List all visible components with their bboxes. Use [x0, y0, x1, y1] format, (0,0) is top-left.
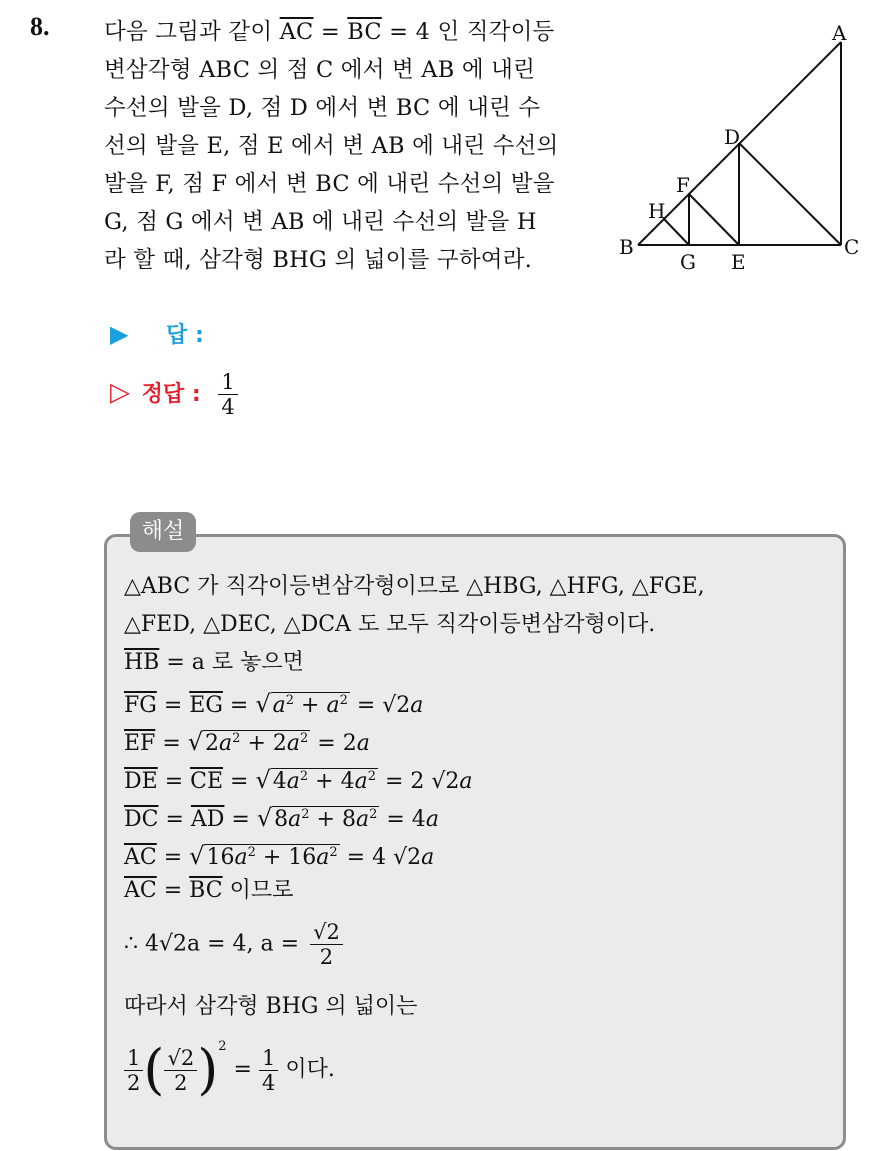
solution-tag: 해설: [130, 512, 196, 552]
question-line-5: 발을 F, 점 F 에서 변 BC 에 내린 수선의 발을: [104, 171, 555, 197]
label-a: A: [832, 22, 847, 45]
segment-bc: $\overline{BC}$: [347, 19, 382, 45]
correct-answer-fraction: $\frac{1}{4}$: [218, 370, 237, 419]
label-h: H: [648, 199, 666, 223]
solution-eq-ac-bc: $\overline{AC} = \overline{BC}$ 이므로: [124, 878, 294, 903]
solution-line-2: △FED, △DEC, △DCA 도 모두 직각이등변삼각형이다.: [124, 612, 656, 637]
solution-line-3: $\overline{HB} = a$ 로 놓으면: [124, 650, 304, 675]
segment-ac: $\overline{AC}$: [279, 19, 314, 45]
answer-row: [110, 318, 204, 349]
label-g: G: [680, 250, 696, 272]
solution-therefore: ∴ 4√2a = 4, a = $\frac{√2}{2}$: [124, 920, 343, 969]
question-line-3: 수선의 발을 D, 점 D 에서 변 BC 에 내린 수: [104, 95, 541, 121]
label-d: D: [724, 125, 741, 149]
correct-answer-row: [110, 370, 238, 419]
correct-answer-label: 정답 :: [141, 381, 201, 407]
solution-line-1: △ABC 가 직각이등변삼각형이므로 △HBG, △HFG, △FGE,: [124, 574, 705, 599]
question-number: 8.: [30, 12, 50, 41]
question-line-4: 선의 발을 E, 점 E 에서 변 AB 에 내린 수선의: [104, 133, 559, 159]
solution-eq-fg: $\overline{FG} = \overline{EG} = √a^2 + a^2 = √2a$: [124, 690, 424, 718]
label-f: F: [676, 173, 690, 197]
label-e: E: [731, 250, 746, 272]
question-line-6: G, 점 G 에서 변 AB 에 내린 수선의 발을 H: [104, 209, 537, 235]
triangle-figure: [614, 22, 864, 272]
segment-gh: [664, 219, 689, 245]
segment-cd: [739, 143, 841, 245]
label-b: B: [619, 235, 634, 259]
solution-final: $\frac{1}{2}$ ( $\frac{√2}{2}$ )$^2$ = $\frac{1}{4}$ 이다.: [124, 1032, 335, 1100]
label-c: C: [844, 235, 860, 259]
solution-eq-ef: $\overline{EF} = √2a^2 + 2a^2 = 2a$: [124, 728, 370, 756]
solution-area-line: 따라서 삼각형 BHG 의 넓이는: [124, 994, 418, 1019]
segment-ef: [689, 194, 739, 245]
play-arrow-icon: ▶: [110, 320, 129, 348]
question-line-7: 라 할 때, 삼각형 BHG 의 넓이를 구하여라.: [104, 247, 532, 273]
question-line-1: 다음 그림과 같이 $\overline{AC} = \overline{BC} = 4$ 인 직각이등: [104, 19, 555, 45]
outline-arrow-icon: ▷: [110, 377, 130, 408]
question-line-2: 변삼각형 ABC 의 점 C 에서 변 AB 에 내린: [104, 57, 536, 83]
solution-eq-dc: $\overline{DC} = \overline{AD} = √8a^2 + 8a^2 = 4a$: [124, 804, 439, 832]
solution-eq-de: $\overline{DE} = \overline{CE} = √4a^2 + 4a^2 = 2$ √2a: [124, 766, 473, 794]
answer-label: 답 :: [166, 323, 204, 348]
solution-eq-ac: $\overline{AC} = √16a^2 + 16a^2 = 4$ √2a: [124, 842, 435, 870]
